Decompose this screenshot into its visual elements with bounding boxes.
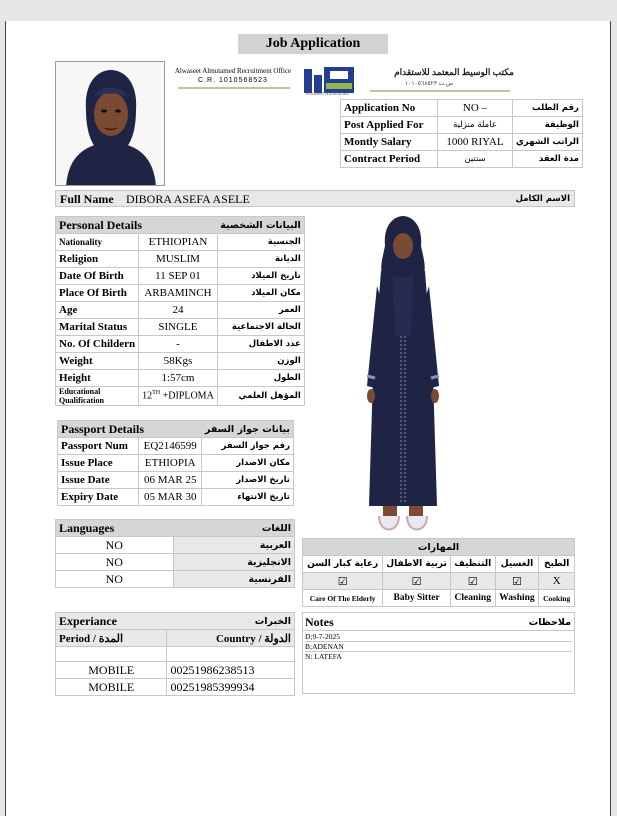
- row-label: Marital Status: [56, 319, 139, 336]
- full-name-label: Full Name: [60, 192, 114, 206]
- checkbox-icon: ☑: [450, 573, 495, 590]
- table-row: [56, 336, 305, 353]
- skill-label-ar: الطبخ: [539, 556, 575, 573]
- application-page: [5, 21, 611, 816]
- row-label-ar: الحالة الاجتماعية: [217, 319, 304, 336]
- row-label-ar: المؤهل العلمي: [217, 387, 304, 406]
- notes-header: [303, 613, 574, 631]
- notes-box: [302, 612, 575, 694]
- row-label: Height: [56, 370, 139, 387]
- skills-labels-ar-row: [303, 556, 575, 573]
- table-row: [56, 554, 295, 571]
- table-row: [56, 387, 305, 406]
- skill-label-en: Washing: [495, 590, 539, 607]
- table-row: [56, 319, 305, 336]
- skills-table: [302, 538, 575, 607]
- row-value: ARBAMINCH: [139, 285, 218, 302]
- row-label: Passport Num: [58, 438, 139, 455]
- experience-title: Experiance: [56, 613, 167, 630]
- row-label: Contract Period: [341, 151, 438, 168]
- logo-divider: [178, 87, 290, 89]
- table-row: [341, 117, 583, 134]
- education-grade-suffix: TH: [152, 390, 161, 397]
- checkbox-icon: ☑: [495, 573, 539, 590]
- education-value: [139, 387, 218, 406]
- row-label-ar: تاريخ الميلاد: [217, 268, 304, 285]
- education-diploma: +DIPLOMA: [160, 390, 214, 402]
- section-header: [56, 613, 295, 630]
- row-value: ETHIOPIA: [139, 455, 202, 472]
- passport-details-table: [57, 420, 294, 506]
- skills-labels-en-row: [303, 590, 575, 607]
- skills-title-ar: المهارات: [303, 539, 575, 556]
- table-row: [58, 489, 294, 506]
- row-value: -: [139, 336, 218, 353]
- row-label: Place Of Birth: [56, 285, 139, 302]
- experience-period: MOBILE: [56, 679, 167, 696]
- row-value: 05 MAR 30: [139, 489, 202, 506]
- table-row: [56, 353, 305, 370]
- note-line: B;ADENAN: [305, 642, 572, 652]
- experience-title-ar: الخبرات: [167, 613, 295, 630]
- table-row: [58, 455, 294, 472]
- portrait-photo: [55, 61, 165, 186]
- language-value: NO: [56, 537, 174, 554]
- experience-country: 00251986238513: [167, 662, 295, 679]
- passport-title-ar: بيانات جواز السفر: [202, 421, 294, 438]
- office-name-en-text: Alwaseet Almutamed Recruitment Office: [174, 67, 292, 75]
- row-label: Montly Salary: [341, 134, 438, 151]
- row-label: Expiry Date: [58, 489, 139, 506]
- row-value: 58Kgs: [139, 353, 218, 370]
- row-label-ar: الراتب الشهري: [513, 134, 583, 151]
- row-label-ar: رقم جواز السفر: [202, 438, 294, 455]
- experience-period: MOBILE: [56, 662, 167, 679]
- row-value: EQ2146599: [139, 438, 202, 455]
- page-title: Job Application: [238, 34, 388, 54]
- period-column-header: Period / المدة: [56, 630, 167, 647]
- education-label: Educational Qualification: [56, 387, 139, 406]
- row-label: Date Of Birth: [56, 268, 139, 285]
- table-row: [341, 134, 583, 151]
- row-value: 1:57cm: [139, 370, 218, 387]
- personal-details-table: [55, 216, 305, 406]
- row-label-ar: تاريخ الاصدار: [202, 472, 294, 489]
- section-header: [56, 217, 305, 234]
- skill-label-ar: تربية الاطفال: [383, 556, 451, 573]
- table-row: [56, 268, 305, 285]
- row-value: سنتين: [438, 151, 513, 168]
- skill-label-en: Cooking: [539, 590, 575, 607]
- office-logo-mark-icon: [302, 65, 358, 95]
- logo-divider-ar: [370, 90, 510, 92]
- experience-columns: [56, 630, 295, 647]
- skill-label-en: Cleaning: [450, 590, 495, 607]
- language-label-ar: العربية: [173, 537, 294, 554]
- row-label: Religion: [56, 251, 139, 268]
- languages-table: [55, 519, 295, 588]
- row-label-ar: مدة العقد: [513, 151, 583, 168]
- skill-label-ar: التنظيف: [450, 556, 495, 573]
- notes-title: Notes: [305, 615, 334, 629]
- table-row: [341, 100, 583, 117]
- row-label-ar: الديانة: [217, 251, 304, 268]
- row-value: 06 MAR 25: [139, 472, 202, 489]
- checkbox-icon: ☑: [383, 573, 451, 590]
- full-length-photo: [353, 216, 453, 536]
- language-value: NO: [56, 571, 174, 588]
- row-label: Application No: [341, 100, 438, 117]
- cross-icon: X: [539, 573, 575, 590]
- table-row: [56, 370, 305, 387]
- checkbox-icon: ☑: [303, 573, 383, 590]
- office-name-ar: مكتب الوسيط المعتمد للاستقدام: [394, 67, 514, 77]
- full-name-label-ar: الاسم الكامل: [515, 194, 570, 204]
- row-label: Issue Place: [58, 455, 139, 472]
- row-label: Weight: [56, 353, 139, 370]
- table-row: [56, 285, 305, 302]
- language-value: NO: [56, 554, 174, 571]
- skills-marks-row: [303, 573, 575, 590]
- row-label-ar: رقم الطلب: [513, 100, 583, 117]
- note-line: D;9-7-2025: [305, 632, 572, 642]
- table-row: [56, 662, 295, 679]
- row-value: SINGLE: [139, 319, 218, 336]
- language-label-ar: الانجليزية: [173, 554, 294, 571]
- section-header: [58, 421, 294, 438]
- row-value: 11 SEP 01: [139, 268, 218, 285]
- notes-title-ar: ملاحظات: [528, 617, 571, 628]
- note-line: N: LATEFA: [305, 652, 342, 661]
- table-row: [56, 679, 295, 696]
- skill-label-ar: الغسيل: [495, 556, 539, 573]
- table-row: [58, 472, 294, 489]
- table-row: [56, 251, 305, 268]
- row-label: Age: [56, 302, 139, 319]
- skill-label-en: Baby Sitter: [383, 590, 451, 607]
- application-table: [340, 99, 583, 168]
- passport-title: Passport Details: [58, 421, 202, 438]
- notes-body: [303, 631, 574, 662]
- row-label-ar: العمر: [217, 302, 304, 319]
- row-label-ar: الوظيفة: [513, 117, 583, 134]
- logo-caption: Alwaseet Almutamed: [305, 92, 349, 97]
- table-row: [56, 647, 295, 662]
- languages-title-ar: اللغات: [173, 520, 294, 537]
- experience-country: 00251985399934: [167, 679, 295, 696]
- language-label-ar: الفرنسية: [173, 571, 294, 588]
- table-row: [56, 302, 305, 319]
- row-label: Nationality: [56, 234, 139, 251]
- table-row: [341, 151, 583, 168]
- row-value: 24: [139, 302, 218, 319]
- row-label-ar: الطول: [217, 370, 304, 387]
- row-label-ar: الجنسية: [217, 234, 304, 251]
- table-row: [56, 537, 295, 554]
- table-row: [58, 438, 294, 455]
- row-label-ar: مكان الاصدار: [202, 455, 294, 472]
- row-label: No. Of Childern: [56, 336, 139, 353]
- office-name-en: [174, 67, 292, 85]
- skill-label-en: Care Of The Elderly: [303, 590, 383, 607]
- row-label: Issue Date: [58, 472, 139, 489]
- table-row: [56, 571, 295, 588]
- row-value: NO –: [438, 100, 513, 117]
- row-value: MUSLIM: [139, 251, 218, 268]
- office-cr-ar: س.ت ١٠١٠٥٦٨٥٢٣: [404, 81, 454, 87]
- section-header: [56, 520, 295, 537]
- row-value: ETHIOPIAN: [139, 234, 218, 251]
- row-label-ar: تاريخ الانتهاء: [202, 489, 294, 506]
- row-label-ar: عدد الاطفال: [217, 336, 304, 353]
- empty-cell: [56, 647, 167, 662]
- row-value: 1000 RIYAL: [438, 134, 513, 151]
- section-header: [303, 539, 575, 556]
- row-label-ar: الوزن: [217, 353, 304, 370]
- experience-table: [55, 612, 295, 696]
- row-value: عاملة منزلية: [438, 117, 513, 134]
- country-column-header: Country / الدولة: [167, 630, 295, 647]
- personal-title: Personal Details: [56, 217, 218, 234]
- languages-title: Languages: [56, 520, 174, 537]
- office-cr-en: C.R. 1010568523: [198, 77, 268, 84]
- row-label: Post Applied For: [341, 117, 438, 134]
- personal-title-ar: البيانات الشخصية: [217, 217, 304, 234]
- table-row: [56, 234, 305, 251]
- row-label-ar: مكان الميلاد: [217, 285, 304, 302]
- skill-label-ar: رعاية كبار السن: [303, 556, 383, 573]
- empty-cell: [167, 647, 295, 662]
- education-grade: 12: [142, 390, 153, 402]
- full-name-value: DIBORA ASEFA ASELE: [126, 192, 250, 206]
- full-name-bar: [55, 190, 575, 207]
